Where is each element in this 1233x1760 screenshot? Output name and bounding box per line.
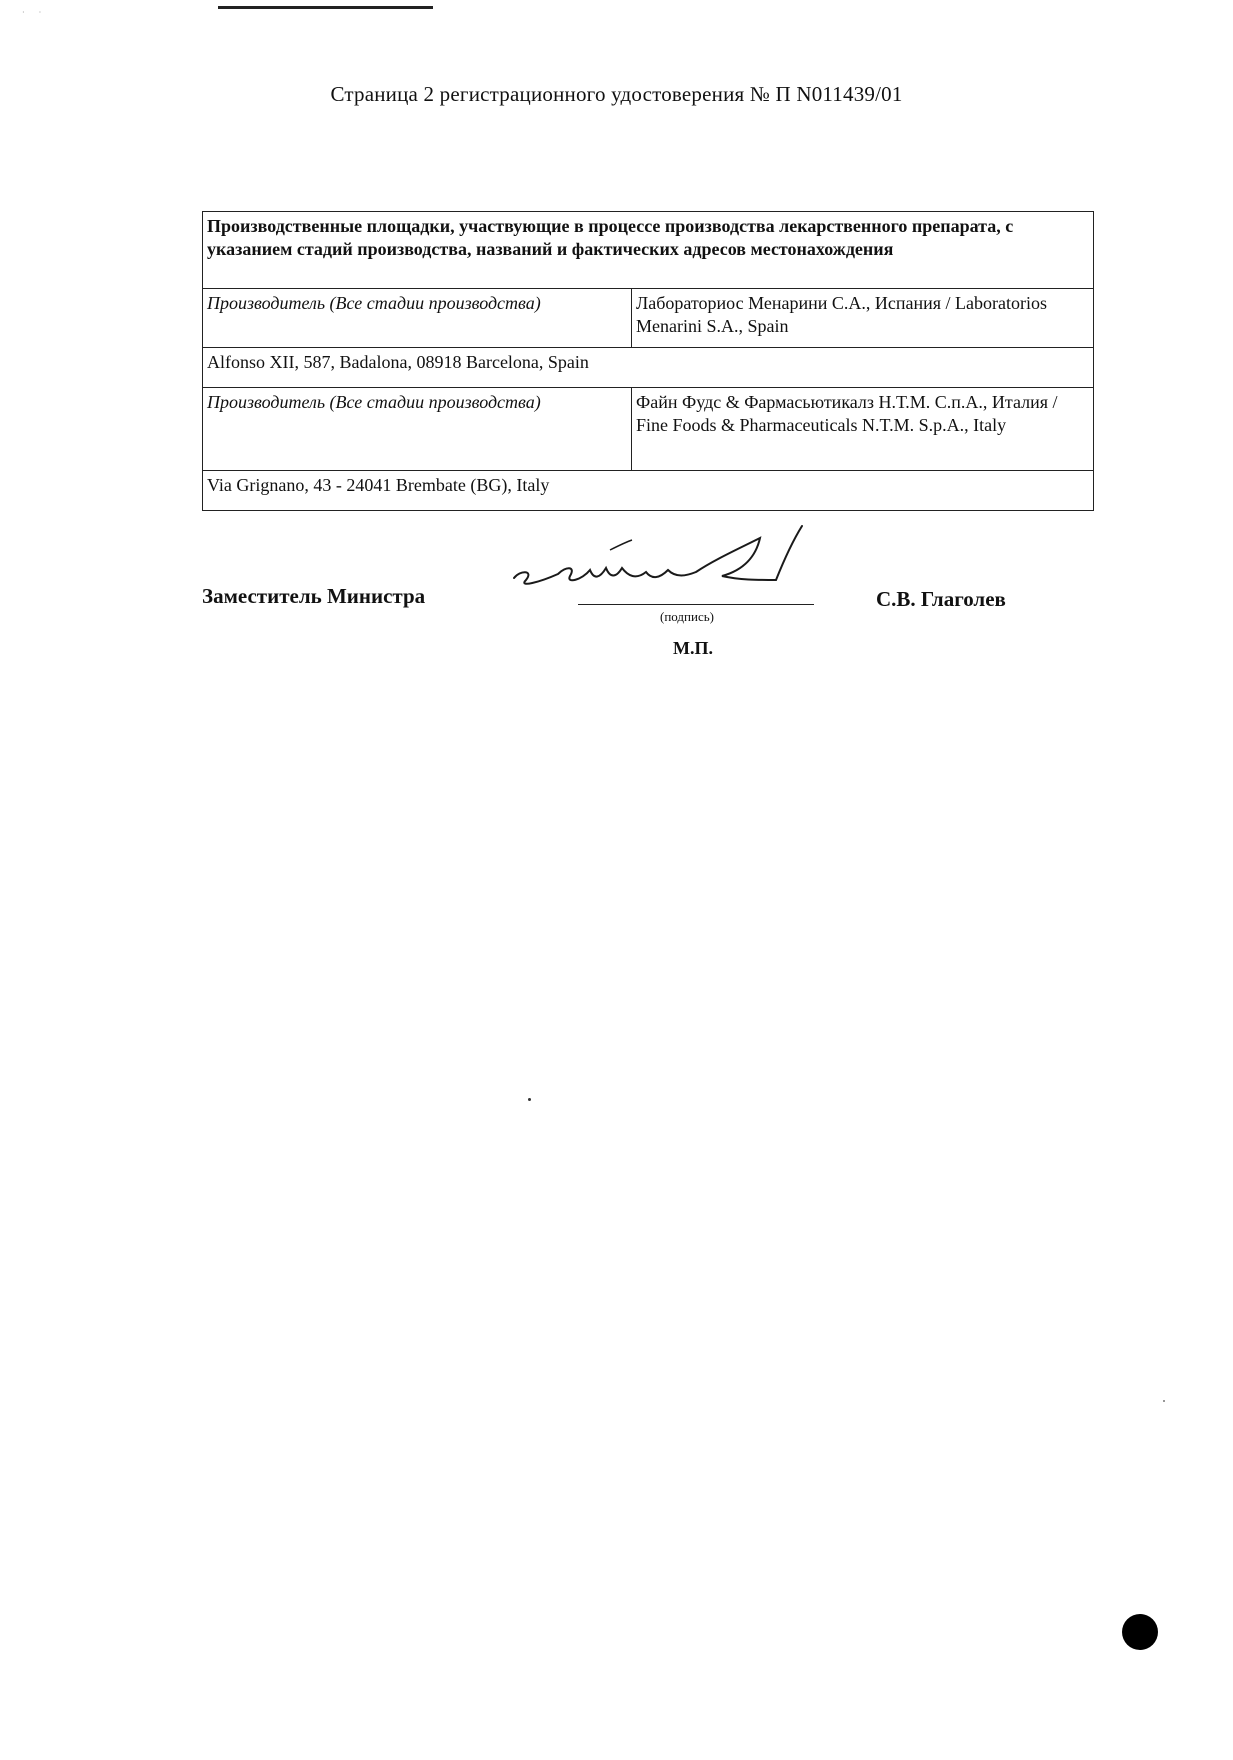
table-heading: Производственные площадки, участвующие в процессе производства лекарственного препарата, с указанием стадий производства, названий и фактических адресов местонахождения: [203, 212, 1094, 289]
signature-caption: (подпись): [660, 609, 714, 624]
signatory-title: Заместитель Министра: [202, 584, 426, 608]
role-cell: Производитель (Все стадии производства): [203, 388, 632, 471]
table-row: [203, 289, 1094, 348]
handwritten-signature: [500, 520, 900, 620]
corner-marks: · ·: [22, 8, 48, 17]
table-heading-row: [203, 212, 1094, 289]
stamp-placeholder: М.П.: [673, 638, 713, 658]
signature-line: [578, 604, 814, 605]
manufacturing-sites-table: [202, 211, 1094, 511]
address-cell: Via Grignano, 43 - 24041 Brembate (BG), Italy: [203, 471, 1094, 511]
table-row: [203, 471, 1094, 511]
address-cell: Alfonso XII, 587, Badalona, 08918 Barcelona, Spain: [203, 348, 1094, 388]
scan-artifact: [1163, 1400, 1165, 1402]
signatory-name: С.В. Глаголев: [876, 587, 1006, 611]
top-rule: [218, 6, 433, 9]
scan-artifact: [528, 1098, 531, 1101]
manufacturer-cell: Лабораториос Менарини С.А., Испания / Laboratorios Menarini S.A., Spain: [632, 289, 1094, 348]
role-cell: Производитель (Все стадии производства): [203, 289, 632, 348]
table-row: [203, 348, 1094, 388]
table-row: [203, 388, 1094, 471]
signature-block: [0, 520, 1233, 670]
page-title: Страница 2 регистрационного удостоверения № П N011439/01: [330, 82, 903, 106]
page-marker-dot: [1122, 1614, 1158, 1650]
manufacturer-cell: Файн Фудс & Фармасьютикалз Н.Т.М. С.п.А., Италия / Fine Foods & Pharmaceuticals N.T.M. S.p.A., Italy: [632, 388, 1094, 471]
